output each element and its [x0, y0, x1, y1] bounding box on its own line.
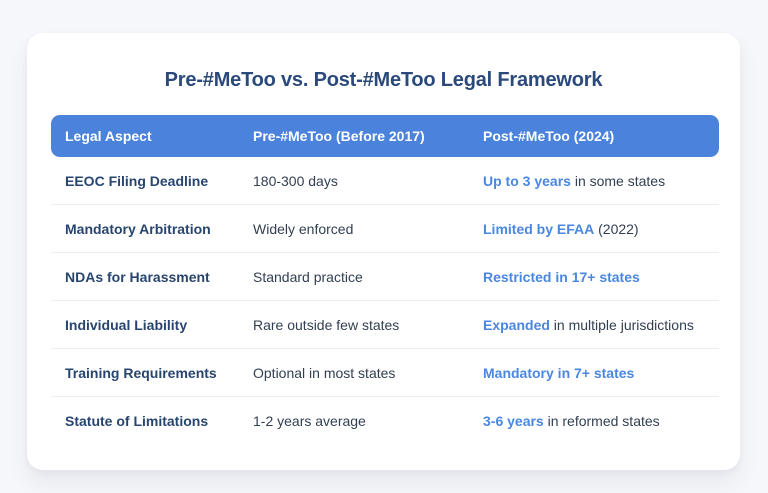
table-row — [51, 301, 719, 349]
aspect-cell: Mandatory Arbitration — [65, 220, 211, 237]
table-row — [51, 157, 719, 205]
post-rest-text: in some states — [570, 172, 666, 189]
post-metoo-cell — [483, 317, 719, 333]
table-row — [51, 397, 719, 445]
table-row — [51, 349, 719, 397]
post-highlight-text: Expanded — [483, 316, 550, 333]
aspect-cell: Training Requirements — [65, 364, 217, 381]
post-highlight-text: Restricted in 17+ states — [483, 268, 640, 285]
post-metoo-cell — [483, 365, 719, 381]
pre-metoo-cell: Widely enforced — [253, 220, 354, 237]
aspect-cell: Statute of Limitations — [65, 413, 209, 429]
pre-metoo-cell: 180-300 days — [253, 172, 338, 189]
aspect-cell: NDAs for Harassment — [65, 268, 210, 285]
comparison-table — [51, 115, 719, 445]
pre-metoo-cell: Optional in most states — [253, 364, 396, 381]
post-rest-text: in reformed states — [543, 413, 660, 429]
post-highlight-text: Mandatory in 7+ states — [483, 364, 635, 381]
comparison-card — [27, 33, 740, 470]
post-rest-text: in multiple jurisdictions — [549, 316, 694, 333]
post-metoo-cell — [483, 173, 719, 189]
pre-metoo-cell: Rare outside few states — [253, 316, 400, 333]
post-highlight-text: Up to 3 years — [483, 172, 571, 189]
post-metoo-cell — [483, 413, 719, 429]
post-highlight-text: Limited by EFAA — [483, 220, 595, 237]
table-row — [51, 205, 719, 253]
table-row — [51, 253, 719, 301]
post-metoo-cell — [483, 269, 719, 285]
column-header-post-metoo: Post-#MeToo (2024) — [483, 128, 615, 144]
post-rest-text: (2022) — [594, 220, 639, 237]
aspect-cell: Individual Liability — [65, 316, 188, 333]
table-header-row — [51, 115, 719, 157]
pre-metoo-cell: 1-2 years average — [253, 413, 366, 429]
aspect-cell: EEOC Filing Deadline — [65, 172, 209, 189]
pre-metoo-cell: Standard practice — [253, 268, 363, 285]
post-metoo-cell — [483, 221, 719, 237]
column-header-legal-aspect: Legal Aspect — [65, 128, 152, 144]
column-header-pre-metoo: Pre-#MeToo (Before 2017) — [253, 128, 425, 144]
post-highlight-text: 3-6 years — [483, 413, 544, 429]
page-title: Pre-#MeToo vs. Post-#MeToo Legal Framework — [164, 69, 603, 91]
